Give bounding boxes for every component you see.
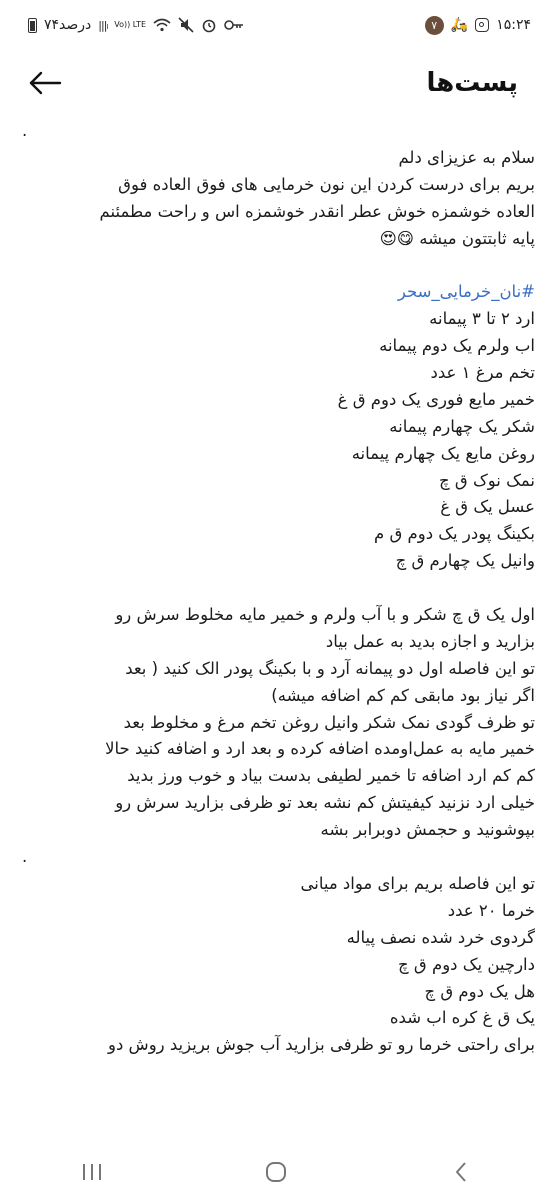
caption-line: خمیر مایع فوری یک دوم ق غ bbox=[337, 389, 535, 409]
hashtag-link[interactable]: #نان_خرمایی_سحر bbox=[397, 282, 535, 302]
caption-line: بکینگ پودر یک دوم ق م bbox=[374, 524, 535, 544]
system-navigation-bar bbox=[0, 1143, 553, 1200]
caption-line: اب ولرم یک دوم پیمانه bbox=[379, 336, 535, 356]
caption-line: خیلی ارد نزنید کیفیتش کم نشه بعد تو ظرفی بزارید سرش رو bbox=[115, 793, 535, 813]
caption-line: روغن مایع یک چهارم پیمانه bbox=[351, 443, 535, 463]
carrier-icon: 🛵 bbox=[450, 17, 469, 33]
caption-line: تو ظرف گودی نمک شکر وانیل روغن تخم مرغ و مخلوط بعد bbox=[123, 712, 535, 732]
caption-line: اول یک ق چ شکر و با آب ولرم و خمیر مایه مخلوط سرش رو bbox=[115, 605, 535, 625]
recent-apps-button[interactable] bbox=[62, 1152, 122, 1192]
status-bar-right bbox=[425, 16, 531, 35]
page-title: پست‌ها bbox=[426, 68, 518, 98]
caption-line: هل یک دوم ق چ bbox=[424, 981, 535, 1001]
home-icon bbox=[264, 1160, 288, 1184]
paragraph-break bbox=[20, 252, 535, 279]
caption-line: بزارید و اجازه بدید به عمل بیاد bbox=[325, 631, 535, 651]
battery-icon bbox=[28, 18, 37, 33]
key-icon bbox=[224, 19, 244, 31]
mute-icon bbox=[178, 17, 194, 33]
caption-line: ارد ۲ تا ۳ پیمانه bbox=[429, 309, 535, 329]
instagram-icon bbox=[475, 18, 489, 32]
caption-line: نمک نوک ق چ bbox=[439, 470, 535, 490]
paragraph-break bbox=[20, 575, 535, 602]
caption-line: اگر نیاز بود مابقی کم کم اضافه میشه) bbox=[271, 685, 535, 705]
caption-line: برای راحتی خرما رو تو ظرفی بزارید آب جوش بریزید روش دو bbox=[108, 1035, 535, 1055]
caption-line: دارچین یک دوم ق چ bbox=[398, 954, 535, 974]
recent-apps-icon bbox=[81, 1162, 103, 1182]
status-bar-left bbox=[28, 17, 244, 33]
caption-line: کم کم ارد اضافه تا خمیر لطیفی بدست بیاد و خوب ورز بدید bbox=[127, 766, 535, 786]
caption-line: العاده خوشمزه خوش عطر انقدر خوشمزه اس و راحت مطمئنم bbox=[99, 201, 535, 221]
signal-icon: |||ₗ bbox=[98, 18, 108, 32]
back-button[interactable] bbox=[25, 63, 65, 103]
caption-line: . bbox=[22, 121, 28, 140]
caption-line: گردوی خرد شده نصف پیاله bbox=[346, 927, 535, 947]
back-arrow-icon bbox=[28, 71, 62, 95]
caption-line: یک ق غ کره اب شده bbox=[389, 1008, 535, 1028]
battery-level: ۷۴درصد bbox=[44, 17, 92, 33]
caption-line: بریم برای درست کردن این نون خرمایی های فوق العاده فوق bbox=[118, 174, 535, 194]
caption-line: تو این فاصله اول دو پیمانه آرد و با بکینگ پودر الک کنید ( بعد bbox=[125, 658, 535, 678]
alarm-icon bbox=[201, 17, 217, 33]
caption-line: سلام به عزیزای دلم bbox=[398, 147, 535, 167]
status-bar bbox=[0, 0, 553, 50]
caption-line: تو این فاصله بریم برای مواد میانی bbox=[300, 873, 535, 893]
volte-indicator: Vo)) LTE bbox=[114, 20, 147, 29]
caption-line: بپوشونید و حجمش دوبرابر بشه bbox=[320, 820, 535, 840]
caption-line: عسل یک ق غ bbox=[440, 497, 535, 517]
caption-line: خمیر مایه به عمل‌اومده اضافه کرده و بعد ارد و اضافه کنید حالا bbox=[105, 739, 535, 759]
caption-line: وانیل یک چهارم ق چ bbox=[395, 551, 535, 571]
post-caption bbox=[0, 118, 553, 1143]
caption-line: . bbox=[22, 847, 28, 867]
notification-badge: ۷ bbox=[425, 16, 444, 35]
caption-line: پایه ثابتتون میشه 😋😍 bbox=[379, 228, 535, 248]
nav-back-button[interactable] bbox=[431, 1152, 491, 1192]
app-header bbox=[0, 50, 553, 116]
home-button[interactable] bbox=[246, 1152, 306, 1192]
nav-back-icon bbox=[453, 1160, 469, 1184]
status-time: ۱۵:۲۴ bbox=[496, 17, 531, 33]
caption-line: تخم مرغ ۱ عدد bbox=[430, 363, 535, 383]
caption-line: شکر یک چهارم پیمانه bbox=[389, 416, 535, 436]
wifi-icon bbox=[153, 18, 171, 32]
caption-line: خرما ۲۰ عدد bbox=[447, 900, 535, 920]
